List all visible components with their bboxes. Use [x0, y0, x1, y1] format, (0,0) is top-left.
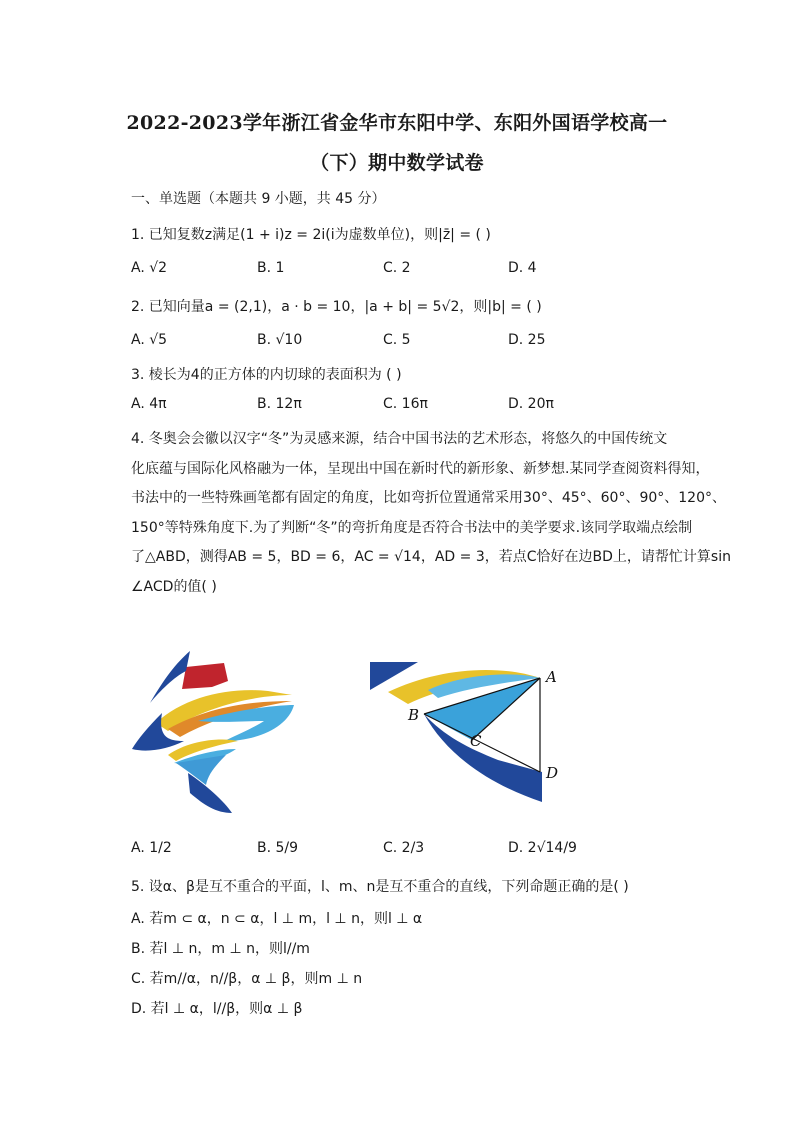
question-4-stem	[131, 428, 731, 605]
emblem-red-stroke	[182, 663, 228, 689]
q4-line-6: ∠ACD的值( )	[131, 578, 217, 595]
q5-option-b: B. 若l ⊥ n，m ⊥ n，则l//m	[131, 941, 310, 957]
question-1-stem: 1. 已知复数z满足(1 + i)z = 2i(i为虚数单位)，则|z̄| = ( )	[131, 227, 491, 243]
label-a: A	[546, 668, 557, 686]
q4-line-4: 150°等特殊角度下.为了判断“冬”的弯折角度是否符合书法中的美学要求.该同学取端点绘制	[131, 519, 693, 536]
q4-line-3: 书法中的一些特殊画笔都有固定的角度，比如弯折位置通常采用30°、45°、60°、90°、120°、	[131, 490, 726, 506]
q1-option-a: A. √2	[131, 260, 168, 276]
q4-line-5: 了△ABD，测得AB = 5，BD = 6，AC = √14，AD = 3，若点C恰好在边BD上，请帮忙计算sin	[131, 549, 731, 565]
q5-option-d: D. 若l ⊥ α，l//β，则α ⊥ β	[131, 1001, 303, 1017]
q4-line-1: 4. 冬奥会会徽以汉字“冬”为灵感来源，结合中国书法的艺术形态，将悠久的中国传统文	[131, 431, 668, 447]
question-2-stem: 2. 已知向量a = (2,1)，a · b = 10，|a + b| = 5√2，则|b| = ( )	[131, 299, 542, 315]
emblem-navy-bottom-stroke	[188, 773, 232, 813]
q2-option-c: C. 5	[383, 332, 411, 348]
section-heading: 一、单选题（本题共 9 小题，共 45 分）	[131, 191, 386, 207]
q2-option-b: B. √10	[257, 332, 303, 348]
q1-option-b: B. 1	[257, 260, 285, 276]
q4-option-a: A. 1/2	[131, 840, 172, 856]
q4-option-c: C. 2/3	[383, 840, 425, 856]
question-5-stem: 5. 设α、β是互不重合的平面，l、m、n是互不重合的直线，下列命题正确的是( )	[131, 879, 629, 895]
page-title-line2: （下）期中数学试卷	[310, 152, 484, 174]
q5-option-a: A. 若m ⊂ α，n ⊂ α，l ⊥ m，l ⊥ n，则l ⊥ α	[131, 911, 423, 927]
winter-olympics-emblem-figure	[128, 645, 296, 815]
label-d: D	[546, 764, 559, 782]
question-3-stem: 3. 棱长为4的正方体的内切球的表面积为 ( )	[131, 367, 402, 383]
q5-option-c: C. 若m//α，n//β，α ⊥ β，则m ⊥ n	[131, 971, 363, 987]
triangle-abd-figure	[368, 658, 568, 810]
q1-option-d: D. 4	[508, 260, 537, 276]
q3-option-c: C. 16π	[383, 396, 428, 412]
q4-line-2: 化底蕴与国际化风格融为一体，呈现出中国在新时代的新形象、新梦想.某同学查阅资料得知，	[131, 460, 710, 477]
page-title-line1: 2022-2023学年浙江省金华市东阳中学、东阳外国语学校高一	[126, 112, 668, 134]
q2-option-a: A. √5	[131, 332, 168, 348]
label-b: B	[408, 706, 420, 724]
q4-option-d: D. 2√14/9	[508, 840, 577, 856]
q3-option-b: B. 12π	[257, 396, 302, 412]
q3-option-d: D. 20π	[508, 396, 554, 412]
q3-option-a: A. 4π	[131, 396, 167, 412]
emblem-sky-wave	[198, 705, 294, 741]
q2-option-d: D. 25	[508, 332, 546, 348]
q1-option-c: C. 2	[383, 260, 411, 276]
label-c: C	[470, 732, 482, 750]
q4-option-b: B. 5/9	[257, 840, 299, 856]
emblem-navy-top-stroke	[150, 651, 190, 703]
